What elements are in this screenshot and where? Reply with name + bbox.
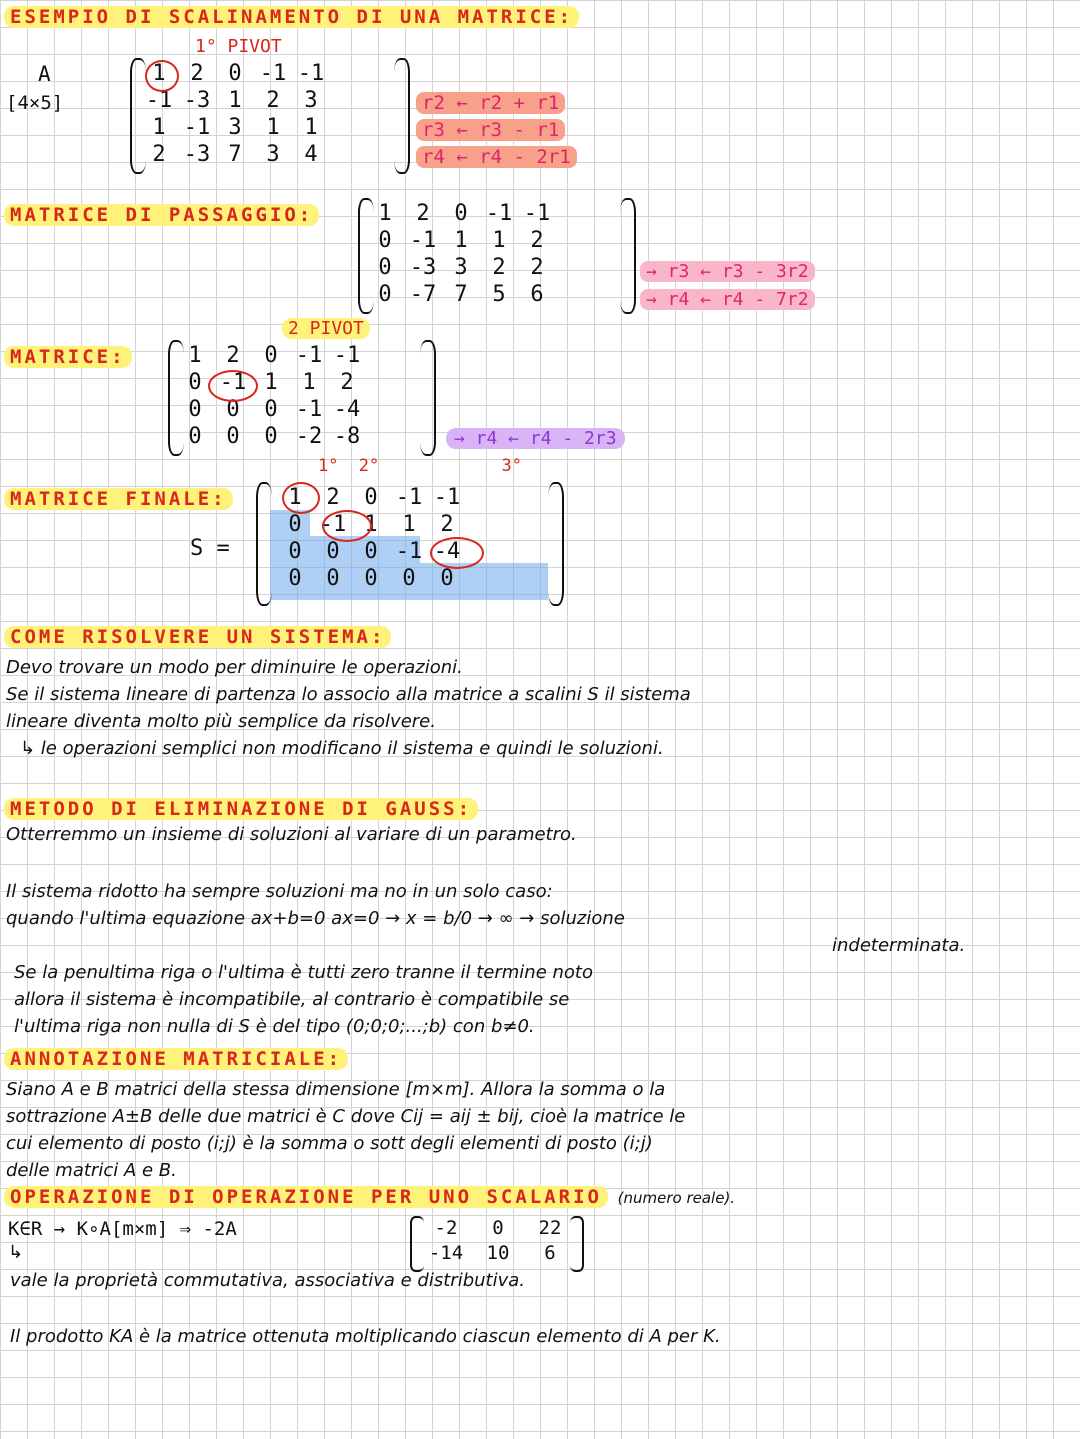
matrix-row	[140, 87, 330, 114]
section6-title: METODO DI ELIMINAZIONE DI GAUSS:	[4, 798, 478, 820]
matrix3-right-bracket	[420, 340, 436, 456]
section6-text	[6, 878, 965, 1040]
matrix-cell: 2	[530, 228, 544, 253]
res-cell: -14	[428, 1242, 464, 1264]
scalar-formula: K∈R → K∘A[m×m] ⇒ -2A	[8, 1218, 237, 1240]
matrix-cell: -1	[183, 115, 211, 140]
section6-line: allora il sistema è incompatibile, al contrario è compatibile se	[14, 989, 570, 1010]
section8-title: OPERAZIONE DI OPERAZIONE PER UNO SCALARIO	[4, 1186, 608, 1208]
matrix-cell: -1	[395, 485, 423, 510]
res-cell: 10	[486, 1242, 510, 1264]
section3-op: → r4 ← r4 - 2r3	[446, 428, 625, 449]
matrix-cell: 0	[440, 566, 454, 591]
pivot1-circle	[145, 60, 179, 92]
matrix-s-name: S =	[190, 536, 230, 561]
matrix-cell: 0	[288, 539, 302, 564]
matrix-cell: 0	[402, 566, 416, 591]
matrix-cell: 0	[264, 343, 278, 368]
matrix-cell: -1	[259, 61, 287, 86]
matrix-a-right-bracket	[394, 58, 410, 174]
matrix-cell: -1	[319, 512, 347, 537]
matrix-cell: 0	[264, 424, 278, 449]
matrix-s-left-bracket	[256, 482, 272, 606]
matrix-row	[176, 423, 366, 450]
matrix-cell: 0	[364, 539, 378, 564]
matrix-a-dim: [4×5]	[6, 92, 64, 114]
matrix-cell: 1	[378, 201, 392, 226]
final-pivot-circle-3	[430, 537, 484, 569]
section6-line: l'ultima riga non nulla di S è del tipo (0;0;0;...;b) con b≠0.	[14, 1016, 535, 1037]
matrix-row	[366, 254, 556, 281]
section2-ops	[640, 258, 815, 314]
section3-title: MATRICE:	[4, 346, 132, 368]
matrix-row	[366, 200, 556, 227]
matrix-row	[366, 227, 556, 254]
matrix-cell: 1	[402, 512, 416, 537]
section2-title: MATRICE DI PASSAGGIO:	[4, 204, 319, 226]
matrix-passaggio	[366, 200, 556, 308]
matrix-cell: 1	[302, 370, 316, 395]
matrix-cell: 5	[492, 282, 506, 307]
op2-r3: → r3 ← r3 - 3r2	[640, 261, 815, 282]
matrix-cell: -3	[183, 88, 211, 113]
matrix-cell: -1	[219, 370, 247, 395]
matrix-row	[176, 369, 366, 396]
section1-ops	[416, 90, 577, 171]
matrix-cell: -1	[485, 201, 513, 226]
matrix-cell: -1	[295, 343, 323, 368]
matrix-cell: 3	[454, 255, 468, 280]
matrix-cell: -1	[333, 343, 361, 368]
matrix-row	[276, 565, 466, 592]
matrix-cell: 1	[492, 228, 506, 253]
matrix-cell: 3	[304, 88, 318, 113]
matrix-cell: 2	[416, 201, 430, 226]
matrix-cell: 0	[226, 397, 240, 422]
final-pivot-circle-2	[322, 510, 372, 542]
matrix-cell: 0	[326, 566, 340, 591]
matrix-cell: -1	[145, 88, 173, 113]
matrix-cell: 3	[228, 115, 242, 140]
section6-line: Otterremmo un insieme di soluzioni al variare di un parametro.	[6, 824, 577, 845]
scalar-result-matrix	[420, 1216, 576, 1266]
section6-line: Il sistema ridotto ha sempre soluzioni ma no in un solo caso:	[6, 881, 553, 902]
section1-title: ESEMPIO DI SCALINAMENTO DI UNA MATRICE:	[4, 6, 579, 28]
section5-title: COME RISOLVERE UN SISTEMA:	[4, 626, 391, 648]
op-r4: r4 ← r4 - 2r1	[416, 146, 577, 168]
section7-line: cui elemento di posto (i;j) è la somma o sott degli elementi di posto (i;j)	[6, 1133, 653, 1154]
matrix-a-name: A	[38, 62, 51, 86]
matrix-cell: 2	[492, 255, 506, 280]
matrix-cell: 1	[188, 343, 202, 368]
res-cell: 6	[544, 1242, 556, 1264]
matrix-cell: 0	[188, 424, 202, 449]
final-pivot-3: 3°	[501, 456, 522, 476]
matrix-cell: 0	[364, 485, 378, 510]
section7-line: sottrazione A±B delle due matrici è C dove Cij = aij ± bij, cioè la matrice le	[6, 1106, 686, 1127]
section7-title: ANNOTAZIONE MATRICIALE:	[4, 1048, 348, 1070]
final-pivot-circle-1	[282, 482, 320, 514]
matrix-cell: 4	[304, 142, 318, 167]
matrix-cell: -4	[333, 397, 361, 422]
matrix-cell: 0	[288, 566, 302, 591]
matrix-cell: 1	[228, 88, 242, 113]
matrix-cell: 1	[288, 485, 302, 510]
op-r2: r2 ← r2 + r1	[416, 92, 565, 114]
section7-line: Siano A e B matrici della stessa dimensione [m×m]. Allora la somma o la	[6, 1079, 666, 1100]
matrix-cell: 1	[364, 512, 378, 537]
matrix-cell: 0	[228, 61, 242, 86]
matrix-cell: 2	[190, 61, 204, 86]
matrix-cell: 1	[152, 115, 166, 140]
matrix-cell: -7	[409, 282, 437, 307]
op2-r4: → r4 ← r4 - 7r2	[640, 289, 815, 310]
section5-line: ↳ le operazioni semplici non modificano il sistema e quindi le soluzioni.	[20, 738, 664, 759]
matrix-cell: 2	[440, 512, 454, 537]
matrix-cell: 1	[304, 115, 318, 140]
matrix-row	[140, 141, 330, 168]
matrix-cell: 0	[264, 397, 278, 422]
matrix-row	[176, 342, 366, 369]
res-cell: 22	[538, 1217, 562, 1239]
matrix-pass-right-bracket	[620, 198, 636, 314]
pivot2-label: 2 PIVOT	[282, 318, 370, 339]
section5-line: lineare diventa molto più semplice da risolvere.	[6, 711, 436, 732]
matrix-row	[140, 114, 330, 141]
section8-line: Il prodotto KA è la matrice ottenuta moltiplicando ciascun elemento di A per K.	[10, 1326, 721, 1347]
matrix-cell: 2	[226, 343, 240, 368]
section6-line: Se la penultima riga o l'ultima è tutti zero tranne il termine noto	[14, 962, 593, 983]
matrix-cell: -1	[409, 228, 437, 253]
res-cell: -2	[434, 1217, 458, 1239]
matrix-cell: 0	[226, 424, 240, 449]
matrix-cell: -4	[433, 539, 461, 564]
arrow-down: ↳	[8, 1242, 24, 1263]
matrix-row	[176, 396, 366, 423]
matrix-step3	[176, 342, 366, 450]
matrix-cell: -3	[183, 142, 211, 167]
matrix-cell: 1	[266, 115, 280, 140]
section5-line: Se il sistema lineare di partenza lo associo alla matrice a scalini S il sistema	[6, 684, 691, 705]
section4-title: MATRICE FINALE:	[4, 488, 233, 510]
matrix-cell: -1	[523, 201, 551, 226]
matrix-cell: 0	[188, 397, 202, 422]
matrix-cell: 0	[378, 255, 392, 280]
matrix-cell: -1	[297, 61, 325, 86]
pivot1-label: 1° PIVOT	[195, 36, 282, 57]
matrix-cell: -1	[295, 397, 323, 422]
matrix-cell: -1	[395, 539, 423, 564]
matrix-cell: -2	[295, 424, 323, 449]
matrix-row	[366, 281, 556, 308]
matrix-cell: 1	[152, 61, 166, 86]
matrix-cell: 7	[228, 142, 242, 167]
matrix-cell: 1	[264, 370, 278, 395]
matrix-cell: 2	[326, 485, 340, 510]
pivot2-circle	[208, 370, 258, 402]
final-pivot-labels	[318, 456, 522, 476]
section6-line: quando l'ultima equazione ax+b=0 ax=0 → x = b/0 → ∞ → soluzione	[6, 908, 625, 929]
matrix-cell: -3	[409, 255, 437, 280]
section6-line: indeterminata.	[832, 935, 966, 956]
matrix-cell: 6	[530, 282, 544, 307]
section8-header	[4, 1186, 735, 1208]
final-pivot-1: 1°	[318, 456, 339, 476]
matrix-cell: -1	[433, 485, 461, 510]
matrix-cell: 2	[152, 142, 166, 167]
matrix-cell: 0	[326, 539, 340, 564]
matrix-cell: 0	[188, 370, 202, 395]
matrix-cell: 0	[378, 228, 392, 253]
matrix-cell: 0	[378, 282, 392, 307]
matrix-cell: 7	[454, 282, 468, 307]
final-pivot-2: 2°	[358, 456, 380, 476]
matrix-cell: 2	[340, 370, 354, 395]
section7-line: delle matrici A e B.	[6, 1160, 177, 1181]
matrix-cell: 1	[454, 228, 468, 253]
op-r3: r3 ← r3 - r1	[416, 119, 565, 141]
matrix-cell: 0	[454, 201, 468, 226]
section5-text	[6, 654, 691, 762]
matrix-s-right-bracket	[548, 482, 564, 606]
matrix-cell: -8	[333, 424, 361, 449]
section7-text	[6, 1076, 685, 1184]
matrix-cell: 3	[266, 142, 280, 167]
matrix-cell: 0	[364, 566, 378, 591]
matrix-cell: 2	[266, 88, 280, 113]
matrix-cell: 0	[288, 512, 302, 537]
matrix-cell: 2	[530, 255, 544, 280]
section5-line: Devo trovare un modo per diminuire le operazioni.	[6, 657, 463, 678]
section8-title-note: (numero reale).	[617, 1189, 736, 1207]
section8-line: vale la proprietà commutativa, associativa e distributiva.	[10, 1270, 525, 1291]
res-cell: 0	[492, 1217, 504, 1239]
